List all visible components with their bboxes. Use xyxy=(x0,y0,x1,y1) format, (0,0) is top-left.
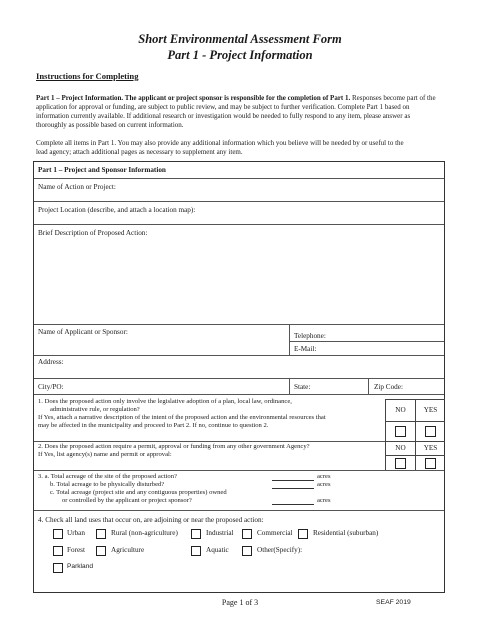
forest-label: Forest xyxy=(67,546,85,554)
project-location-field[interactable] xyxy=(34,201,444,224)
project-info-form xyxy=(33,161,445,593)
address-field[interactable] xyxy=(34,355,444,378)
q1-no-checkbox[interactable] xyxy=(395,426,406,437)
q1-no-cell xyxy=(385,421,415,441)
q2-yes-header: YES xyxy=(415,441,445,455)
email-field[interactable] xyxy=(290,342,444,355)
divider xyxy=(34,394,444,395)
forest-checkbox[interactable] xyxy=(53,546,63,556)
q1-yes-checkbox[interactable] xyxy=(425,426,436,437)
q3c-unit: acres xyxy=(317,497,331,504)
q1-line1: 1. Does the proposed action only involve the legislative adoption of a plan, local law, ordinance, xyxy=(38,398,292,405)
q3a-unit: acres xyxy=(317,473,331,480)
rural-label: Rural (non-agriculture) xyxy=(111,529,178,537)
q1-no-header: NO xyxy=(385,399,415,421)
agriculture-checkbox[interactable] xyxy=(96,546,106,556)
instructions-p2-line2: lead agency; attach additional pages as necessary to supplement any item. xyxy=(36,148,243,156)
state-label: State: xyxy=(294,383,311,391)
instructions-paragraph-1 xyxy=(36,94,454,130)
q3b-unit: acres xyxy=(317,481,331,488)
q1-line2: administrative rule, or regulation? xyxy=(50,406,140,413)
instructions-p1-bold: Part 1 – Project Information. The applicant or project sponsor is responsible for the completion of Part 1. xyxy=(36,94,351,102)
commercial-checkbox[interactable] xyxy=(242,529,252,539)
q1-yes-header: YES xyxy=(415,399,445,421)
q3c-label-line1: c. Total acreage (project site and any contiguous properties) owned xyxy=(50,489,227,496)
other-checkbox[interactable] xyxy=(242,546,252,556)
email-label: E-Mail: xyxy=(294,345,317,353)
instructions-paragraph-2 xyxy=(36,139,454,157)
q2-no-checkbox[interactable] xyxy=(395,458,406,469)
q2-yes-checkbox[interactable] xyxy=(425,458,436,469)
q2-line1: 2. Does the proposed action require a permit, approval or funding from any other government Agency? xyxy=(38,443,310,450)
other-label: Other(Specify): xyxy=(257,546,303,554)
commercial-label: Commercial xyxy=(257,529,293,537)
q2-no-cell xyxy=(385,455,415,470)
urban-checkbox[interactable] xyxy=(53,529,63,539)
agriculture-label: Agriculture xyxy=(111,546,145,554)
page-number: Page 1 of 3 xyxy=(221,598,259,607)
urban-label: Urban xyxy=(67,529,85,537)
rural-checkbox[interactable] xyxy=(96,529,106,539)
q3b-label: b. Total acreage to be physically disturbed? xyxy=(50,481,165,488)
industrial-checkbox[interactable] xyxy=(191,529,201,539)
telephone-field[interactable] xyxy=(290,324,444,341)
project-name-label: Name of Action or Project: xyxy=(38,183,116,191)
divider xyxy=(34,510,444,511)
q2-yes-cell xyxy=(415,455,445,470)
address-label: Address: xyxy=(38,358,64,366)
description-label: Brief Description of Proposed Action: xyxy=(38,229,148,237)
aquatic-label: Aquatic xyxy=(206,546,229,554)
instructions-heading: Instructions for Completing xyxy=(36,71,139,81)
divider xyxy=(34,441,385,442)
zip-field[interactable] xyxy=(369,378,444,394)
aquatic-checkbox[interactable] xyxy=(191,546,201,556)
form-title: Short Environmental Assessment Form xyxy=(138,32,342,46)
q3a-label: 3. a. Total acreage of the site of the proposed action? xyxy=(38,473,177,480)
divider xyxy=(34,470,444,471)
q3c-acres-field[interactable] xyxy=(272,504,314,505)
residential-checkbox[interactable] xyxy=(298,529,308,539)
telephone-label: Telephone: xyxy=(294,332,326,340)
q1-line4: may be affected in the municipality and proceed to Part 2. If no, continue to question 2. xyxy=(38,422,269,429)
q3b-acres-field[interactable] xyxy=(272,488,314,489)
instructions-p1-rest: Responses become part of the xyxy=(350,94,436,102)
section-header: Part 1 – Project and Sponsor Information xyxy=(38,166,166,174)
instructions-p1-line2: application for approval or funding, are subject to public review, and may be subject to further verification. Complete Part 1 based on xyxy=(36,103,410,111)
project-location-label: Project Location (describe, and attach a location map): xyxy=(38,206,196,214)
q1-line3: If Yes, attach a narrative description of the intent of the proposed action and the environmental resources that xyxy=(38,414,326,421)
instructions-p1-line4: thoroughly as possible based on current information. xyxy=(36,121,184,129)
form-subtitle: Part 1 - Project Information xyxy=(167,48,313,62)
parkland-checkbox[interactable] xyxy=(53,563,63,573)
q3c-label-line2: or controlled by the applicant or project sponsor? xyxy=(62,497,192,504)
q1-yes-cell xyxy=(415,421,445,441)
q2-no-header: NO xyxy=(385,441,415,455)
residential-label: Residential (suburban) xyxy=(313,529,379,537)
industrial-label: Industrial xyxy=(206,529,234,537)
q2-line2: If Yes, list agency(s) name and permit or approval: xyxy=(38,451,172,458)
q3a-acres-field[interactable] xyxy=(272,480,314,481)
applicant-field[interactable] xyxy=(34,324,289,355)
parkland-label: Parkland xyxy=(67,563,94,570)
zip-label: Zip Code: xyxy=(374,383,403,391)
project-name-field[interactable] xyxy=(34,178,444,201)
description-field[interactable] xyxy=(34,224,444,324)
q4-prompt: 4. Check all land uses that occur on, are adjoining or near the proposed action: xyxy=(38,516,264,524)
applicant-label: Name of Applicant or Sponsor: xyxy=(38,328,128,336)
city-field[interactable] xyxy=(34,378,289,394)
state-field[interactable] xyxy=(290,378,368,394)
city-label: City/PO: xyxy=(38,383,64,391)
form-code: SEAF 2019 xyxy=(376,599,411,606)
instructions-p1-line3: information currently available. If additional research or investigation would be needed to fully respond to any item, please answer as xyxy=(36,112,411,120)
instructions-p2-line1: Complete all items in Part 1. You may also provide any additional information which you believe will be needed by or useful to the xyxy=(36,139,404,147)
